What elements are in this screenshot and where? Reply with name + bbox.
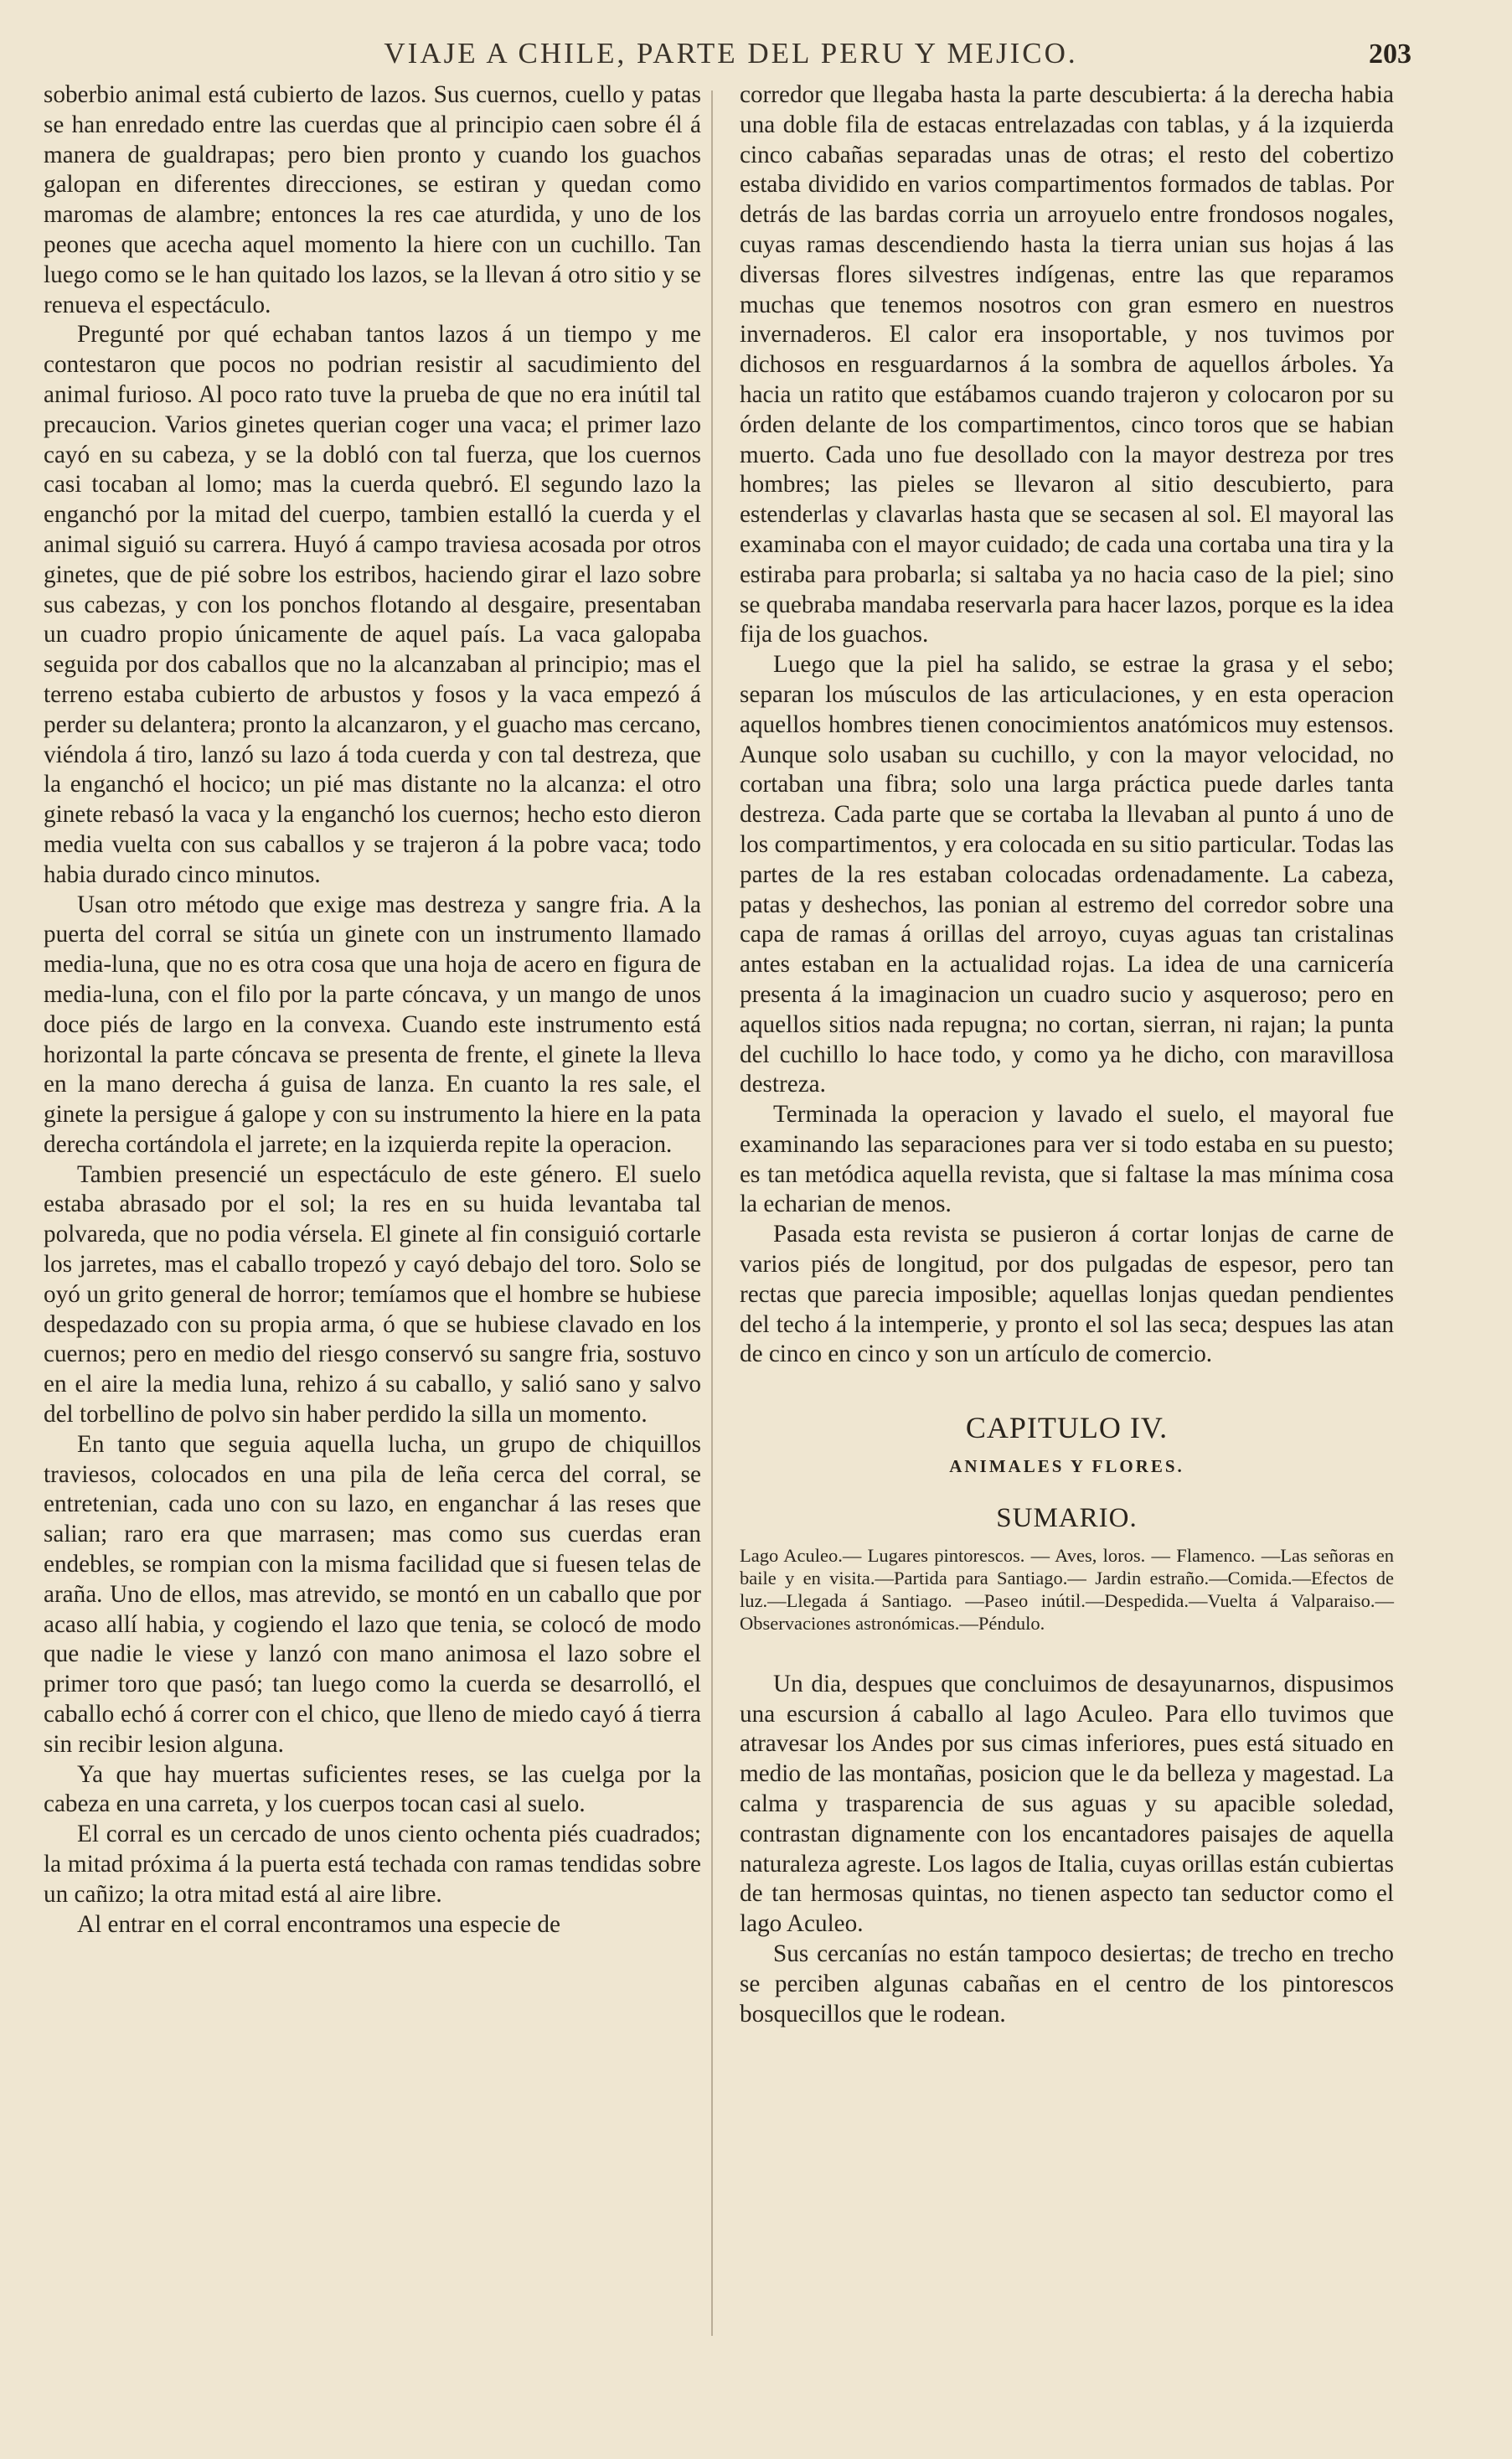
paragraph: Sus cercanías no están tampoco desiertas; de trecho en trecho se perciben algunas cabañas en el centro de los pintorescos bosquecillos que le rodean. (740, 1940, 1394, 2028)
left-column (44, 80, 701, 1940)
paragraph: Luego que la piel ha salido, se estrae la grasa y el sebo; separan los músculos de las articulaciones, y en esta operacion aquellos hombres tienen conocimientos anatómicos muy estensos. Aunque solo usaban su cuchillo, y con la mayor velocidad, no cortaban una fibra; solo una larga práctica puede darles tanta destreza. Cada parte que se cortaba la llevaban al punto á uno de los compartimentos, y era colocada en su sitio particular. Todas las partes de la res estaban colocadas ordenadamente. La cabeza, patas y deshechos, las ponian al estremo del corredor sobre una capa de ramas á orillas del arroyo, cuyas aguas tan cristalinas antes estaban en la actualidad rojas. La idea de una carnicería presenta á la imaginacion un cuadro sucio y asqueroso; pero en aquellos sitios nada repugna; no cortan, sierran, ni rajan; la punta del cuchillo lo hace todo, y como ya he dicho, con maravillosa destreza. (740, 651, 1394, 1098)
chapter-subtitle: ANIMALES Y FLORES. (949, 1456, 1184, 1477)
paragraph: Pasada esta revista se pusieron á cortar lonjas de carne de varios piés de longitud, por dos pulgadas de espesor, pero tan rectas que parecia imposible; aquellas lonjas quedan pendientes del techo á la intemperie, y pronto el sol las seca; despues las atan de cinco en cinco y son un artículo de comercio. (740, 1221, 1394, 1368)
paragraph: El corral es un cercado de unos ciento ochenta piés cuadrados; la mitad próxima á la puerta está techada con ramas tendidas sobre un cañizo; la otra mitad está al aire libre. (44, 1821, 701, 1908)
summary-title: SUMARIO. (996, 1503, 1138, 1534)
page-header (50, 37, 1411, 79)
paragraph: Al entrar en el corral encontramos una especie de (77, 1910, 560, 1938)
running-title: VIAJE A CHILE, PARTE DEL PERU Y MEJICO. (384, 37, 1078, 70)
paragraph: Tambien presencié un espectáculo de este género. El suelo estaba abrasado por el sol; la res en su huida levantaba tal polvareda, que no podia vérsela. El ginete al fin consiguió cortarle los jarretes, mas el caballo tropezó y cayó debajo del toro. Solo se oyó un grito general de horror; temíamos que el hombre se hubiese despedazado con su propia arma, ó que se hubiese clavado en los cuernos; pero en medio del riesgo conservó su sangre fria, sostuvo en el aire la media luna, rehizo á su caballo, y salió sano y salvo del torbellino de polvo sin haber perdido la silla un momento. (44, 1160, 701, 1428)
paragraph: Ya que hay muertas suficientes reses, se las cuelga por la cabeza en una carreta, y los cuerpos tocan casi al suelo. (44, 1760, 701, 1818)
column-divider (711, 90, 713, 2336)
paragraph: Terminada la operacion y lavado el suelo, el mayoral fue examinando las separaciones para ver si todo estaba en su puesto; es tan metódica aquella revista, que si faltase la mas mínima cosa la echarian de menos. (740, 1101, 1394, 1218)
paragraph: Usan otro método que exige mas destreza y sangre fria. A la puerta del corral se sitúa un ginete con un instrumento llamado media-luna, que no es otra cosa que una hoja de acero en figura de media-luna, con el filo por la parte cóncava, y un mango de unos doce piés de largo en la convexa. Cuando este instrumento está horizontal la parte cóncava se presenta de frente, el ginete la lleva en la mano derecha á guisa de lanza. En cuanto la res sale, el ginete la persigue á galope y con su instrumento la hiere en la pata derecha cortándola el jarrete; en la izquierda repite la operacion. (44, 891, 701, 1158)
summary-text: Lago Aculeo.— Lugares pintorescos. — Aves, loros. — Flamenco. —Las señoras en baile y en visita.—Partida para Santiago.— Jardin estraño.—Comida.—Efectos de luz.—Llegada á Santiago. —Paseo inútil.—Despedida.—Vuelta á Valparaiso.—Observaciones astronómicas.—Péndulo. (740, 1544, 1394, 1634)
right-column (740, 80, 1394, 2029)
paragraph: soberbio animal está cubierto de lazos. Sus cuernos, cuello y patas se han enredado entre las cuerdas que al principio caen sobre él á manera de gualdrapas; pero bien pronto y cuando los guachos galopan en diferentes direcciones, se estiran y quedan como maromas de alambre; entonces la res cae aturdida, y uno de los peones que acecha aquel momento la hiere con un cuchillo. Tan luego como se le han quitado los lazos, se la llevan á otro sitio y se renueva el espectáculo. (44, 81, 701, 318)
chapter-title: CAPITULO IV. (965, 1411, 1169, 1445)
paragraph: Un dia, despues que concluimos de desayunarnos, dispusimos una escursion á caballo al lago Aculeo. Para ello tuvimos que atravesar los Andes por sus cimas inferiores, pues está situado en medio de las montañas, posicion que le da belleza y magestad. La calma y trasparencia de sus aguas y su apacible soledad, contrastan dignamente con los encantadores paisajes de aquella naturaleza agreste. Los lagos de Italia, cuyas orillas están cubiertas de tan hermosas quintas, no tienen aspecto tan seductor como el lago Aculeo. (740, 1670, 1394, 1938)
page-number: 203 (1369, 39, 1411, 70)
paragraph: En tanto que seguia aquella lucha, un grupo de chiquillos traviesos, colocados en una pila de leña cerca del corral, se entretenian, cada uno con su lazo, en enganchar á las reses que salian; raro era que marrasen; mas como sus cuerdas eran endebles, se rompian con la misma facilidad que si fuesen telas de araña. Uno de ellos, mas atrevido, se montó en un caballo que por acaso allí habia, y cogiendo el lazo que tenia, se colocó de modo que nadie le viese y lanzó con mano animosa el lazo sobre el primer toro que pasó; tan luego como la cuerda se desarrolló, el caballo echó á correr con el chico, que lleno de miedo cayó á tierra sin recibir lesion alguna. (44, 1430, 701, 1758)
paragraph: corredor que llegaba hasta la parte descubierta: á la derecha habia una doble fila de estacas entrelazadas con tablas, y á la izquierda cinco cabañas separadas unas de otras; el resto del cobertizo estaba dividido en varios compartimentos formados de tablas. Por detrás de las bardas corria un arroyuelo entre frondosos nogales, cuyas ramas descendiendo hasta la tierra unian sus hojas á las diversas flores silvestres indígenas, entre las que reparamos muchas que tenemos nosotros con gran esmero en nuestros invernaderos. El calor era insoportable, y nos tuvimos por dichosos en resguardarnos á la sombra de aquellos árboles. Ya hacia un ratito que estábamos cuando trajeron y colocaron por su órden delante de los compartimentos, cinco toros que se habian muerto. Cada uno fue desollado con la mayor destreza por tres hombres; las pieles se llevaron al sitio descubierto, para estenderlas y clavarlas hasta que se secasen al sol. El mayoral las examinaba con el mayor cuidado; de cada una cortaba una tira y la estiraba para probarla; si saltaba ya no hacia caso de la piel; sino se quebraba mandaba reservarla para hacer lazos, porque es la idea fija de los guachos. (740, 81, 1394, 648)
paragraph: Pregunté por qué echaban tantos lazos á un tiempo y me contestaron que pocos no podrian resistir al sacudimiento del animal furioso. Al poco rato tuve la prueba de que no era inútil tal precaucion. Varios ginetes querian coger una vaca; el primer lazo cayó en su cabeza, y se la dobló con tal fuerza, que los cuernos casi tocaban al lomo; mas la cuerda quebró. El segundo lazo la enganchó por la mitad del cuerpo, tambien estalló la cuerda y el animal siguió su carrera. Huyó á campo traviesa acosada por otros ginetes, que de pié sobre los estribos, haciendo girar el lazo sobre sus cabezas, y con los ponchos flotando al desgaire, presentaban un cuadro propio únicamente de aquel país. La vaca galopaba seguida por dos caballos que no la alcanzaban al principio; mas el terreno estaba cubierto de arbustos y fosos y la vaca empezó á perder su delantera; pronto la alcanzaron, y el guacho mas cercano, viéndola á tiro, lanzó su lazo á toda cuerda y con tal destreza, que la enganchó el hocico; un pié mas distante no la alcanza: el otro ginete rebasó la vaca y la enganchó los cuernos; hecho esto dieron media vuelta con sus caballos y se trajeron á la pobre vaca; todo habia durado cinco minutos. (44, 321, 701, 888)
